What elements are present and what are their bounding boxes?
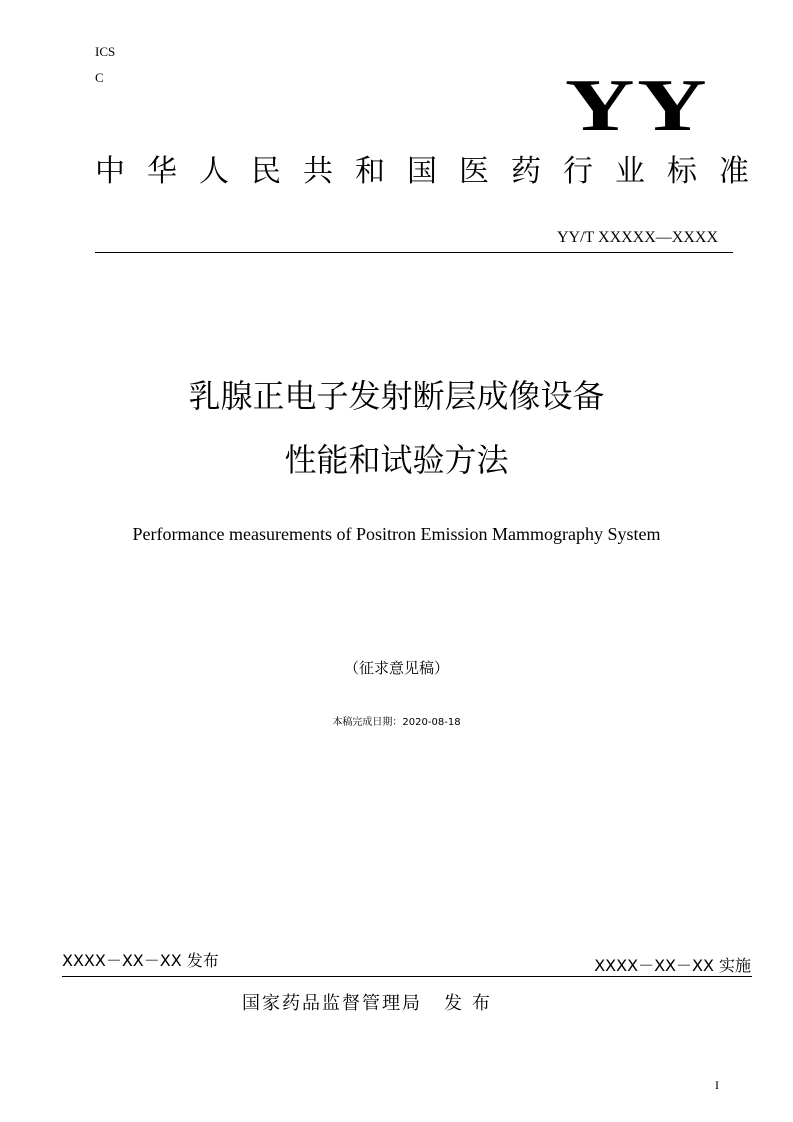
implement-date: XXXX－XX－XX 实施 — [594, 956, 751, 975]
bottom-divider — [62, 976, 752, 977]
publisher-line — [242, 992, 500, 1016]
ics-label: ICS — [95, 44, 116, 59]
title-cn-line1: 乳腺正电子发射断层成像设备 — [188, 377, 605, 415]
title-en: Performance measurements of Positron Emission Mammography System — [132, 524, 661, 544]
standard-type-heading: 中华人民共和国医药行业标准 — [95, 154, 771, 189]
classification-code: C — [95, 70, 104, 85]
standard-number: YY/T XXXXX—XXXX — [556, 229, 718, 246]
top-divider — [95, 252, 733, 253]
publish-date: XXXX－XX－XX 发布 — [62, 951, 219, 970]
publish-verb: 发布 — [444, 993, 500, 1014]
page-number: I — [715, 1078, 719, 1092]
publisher-name: 国家药品监督管理局 — [242, 993, 422, 1014]
completion-date: 本稿完成日期：2020-08-18 — [332, 717, 461, 728]
yy-standard-logo: YY — [565, 65, 710, 147]
title-cn-line2: 性能和试验方法 — [284, 441, 509, 479]
draft-note: （征求意见稿） — [343, 659, 449, 677]
